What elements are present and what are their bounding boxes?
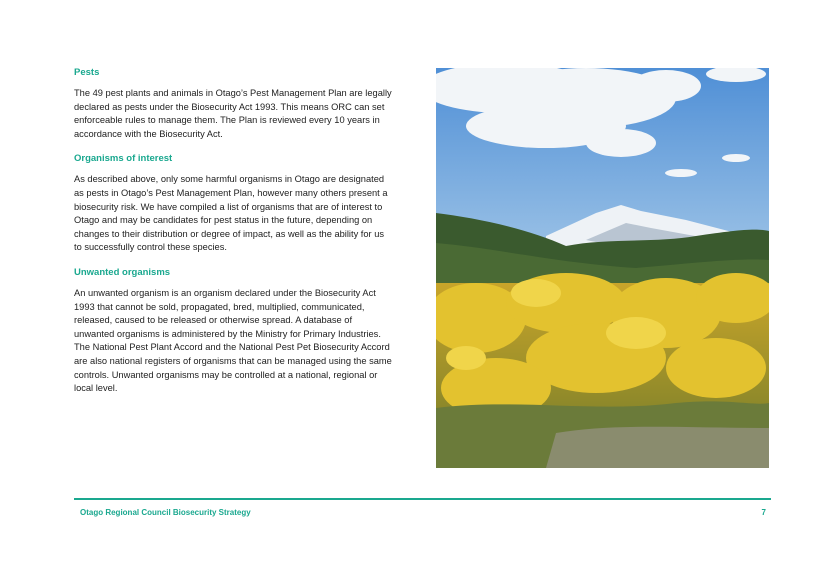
section-heading-pests: Pests: [74, 67, 100, 78]
section-heading-unwanted-organisms: Unwanted organisms: [74, 266, 171, 278]
section-body-organisms-of-interest: As described above, only some harmful organisms in Otago are designated as pests in Otago’s Pest Management Plan, however many others present a biosecurity risk. We have compiled a list of organisms that are of interest to Otago and may be candidates for pest status in the future, depending on changes to their distribution or degree of impact, as well as the ability for us to successfully control these species.: [74, 174, 388, 253]
page-number: 7: [761, 508, 766, 517]
section-body-unwanted-organisms: An unwanted organism is an organism declared under the Biosecurity Act 1993 that cannot be sold, propagated, bred, multiplied, communicated, released, caused to be released or otherwise spread. A database of unwanted organisms is administered by the Ministry for Primary Industries. The National Pest Plant Accord and the National Pest Pet Biosecurity Accord are also national registers of organisms that can be managed using the same controls. Unwanted organisms may be controlled at a national, regional or local level.: [74, 287, 392, 394]
footer-title: Otago Regional Council Biosecurity Strategy: [80, 508, 251, 517]
landscape-photo: [436, 68, 769, 468]
section-heading-organisms-of-interest: Organisms of interest: [74, 153, 173, 165]
text-column: [74, 67, 394, 408]
footer-divider: [74, 498, 771, 500]
section-body-pests: The 49 pest plants and animals in Otago’s Pest Management Plan are legally declared as pests under the Biosecurity Act 1993. This means ORC can set enforceable rules to manage them. The Plan is reviewed every 10 years in accordance with the Biosecurity Act.: [74, 88, 392, 139]
